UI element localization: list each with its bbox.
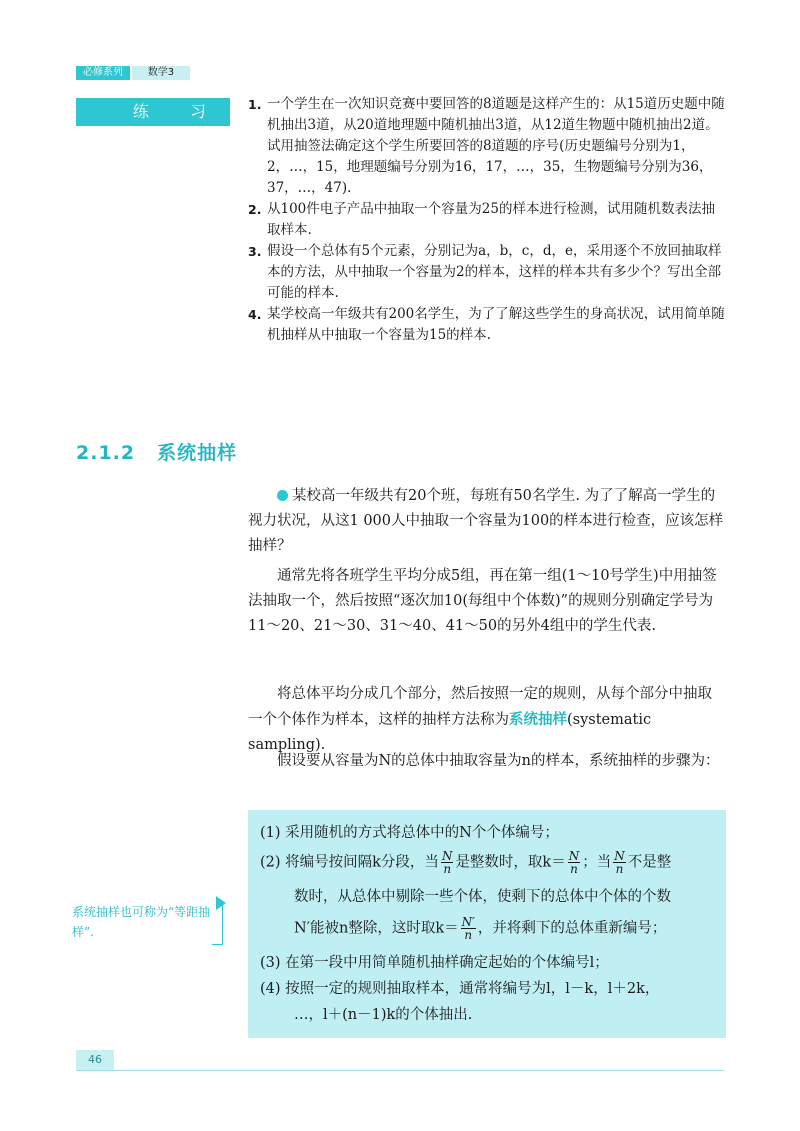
fraction-denominator: n: [464, 928, 473, 942]
practice-heading: 练 习: [76, 98, 230, 126]
fraction-numerator: N: [441, 849, 453, 863]
definition-before: 将总体平均分成几个部分，然后按照一定的规则，从每个部分中抽取一个个体作为样本，这样的抽样方法称为: [248, 686, 712, 728]
exercise-list: [248, 94, 726, 346]
fraction-denominator: n: [615, 862, 624, 876]
fraction-denominator: n: [570, 862, 578, 876]
exercise-number: 3.: [248, 244, 262, 259]
fraction-nprime-over-n: [461, 916, 476, 941]
assumption-text: 假设要从容量为N的总体中抽取容量为n的样本，系统抽样的步骤为：: [277, 753, 720, 769]
section-title: [76, 438, 237, 465]
exercise-number: 4.: [248, 307, 262, 322]
steps-box: [248, 810, 726, 1038]
definition-term: 系统抽样: [509, 711, 567, 728]
fraction-n-over-n: [441, 850, 454, 875]
exercise-item: [248, 199, 726, 241]
definition-paragraph: [248, 682, 726, 758]
exercise-number: 2.: [248, 202, 262, 217]
section-number: 2.1.2: [76, 442, 136, 464]
exercise-text: 某学校高一年级共有200名学生，为了了解这些学生的身高状况，试用简单随机抽样从中抽取一个容量为15的样本.: [267, 306, 725, 343]
fraction-n-over-n: [568, 850, 581, 875]
exercise-item: [248, 94, 726, 199]
step-1: (1) 采用随机的方式将总体中的N个个体编号；: [260, 825, 559, 841]
fraction-n-over-n: [613, 850, 626, 875]
note-bracket: [212, 904, 223, 945]
step-2-text-d: 不是整: [627, 854, 672, 871]
fraction-denominator: n: [443, 862, 452, 876]
step-2-text-f: N′能被n整除，这时取k＝: [294, 920, 459, 937]
assumption-paragraph: [248, 749, 726, 774]
answer-text: 通常先将各班学生平均分成5组，再在第一组(1～10号学生)中用抽签法抽取一个，然后按照“逐次加10(每组中个体数)”的规则分别确定学号为11～20、21～30、31～40、41～50的另外4组中的学生代表.: [248, 568, 717, 634]
step-2-text-a: (2) 将编号按间隔k分段，当: [260, 854, 439, 871]
footer-divider: [76, 1070, 724, 1071]
step-4-line-1: (4) 按照一定的规则抽取样本，通常将编号为l，l－k，l＋2k，: [260, 981, 660, 997]
bullet-dot-icon: [277, 490, 288, 501]
step-2-text-b: 是整数时，取k＝: [455, 854, 566, 871]
exercise-text: 假设一个总体有5个元素，分别记为a，b，c，d，e，采用逐个不放回抽取样本的方法，从中抽取一个容量为2的样本，这样的样本共有多少个？写出全部可能的样本.: [267, 243, 722, 301]
exercise-item: [248, 241, 726, 304]
question-paragraph: [248, 484, 726, 559]
definition-after: (systematic sampling).: [248, 712, 652, 753]
series-label: 必修系列: [76, 66, 130, 80]
fraction-numerator: N′: [461, 915, 475, 929]
step-2-line-1: [260, 850, 718, 875]
step-2-line-2: 数时，从总体中剔除一些个体，使剩下的总体中个体的个数: [294, 889, 671, 905]
question-text: 某校高一年级共有20个班，每班有50名学生. 为了了解高一学生的视力状况，从这1 000人中抽取一个容量为100的样本进行检查，应该怎样抽样？: [248, 488, 724, 554]
answer-paragraph: [248, 564, 726, 639]
exercise-text: 从100件电子产品中抽取一个容量为25的样本进行检测，试用随机数表法抽取样本.: [267, 201, 715, 238]
exercise-text: 一个学生在一次知识竞赛中要回答的8道题是这样产生的：从15道历史题中随机抽出3道，从20道地理题中随机抽出3道，从12道生物题中随机抽出2道。试用抽签法确定这个学生所要回答的8道题的序号(历史题编号分别为1，2，…，15，地理题编号分别为16，17，…，35，生物题编号分别为36，37，…，47).: [267, 96, 725, 196]
page-number: 46: [76, 1050, 114, 1070]
step-4-line-2: …，l＋(n－1)k的个体抽出.: [294, 1007, 473, 1023]
step-2-line-3: [294, 916, 718, 941]
subject-label: 数学3: [132, 66, 190, 80]
margin-note: 系统抽样也可称为“等距抽样”.: [72, 905, 211, 939]
step-2-text-g: ，并将剩下的总体重新编号；: [477, 920, 667, 937]
step-2-text-c: ；当: [582, 854, 612, 871]
step-3: (3) 在第一段中用简单随机抽样确定起始的个体编号l；: [260, 955, 609, 971]
fraction-numerator: N: [568, 849, 580, 863]
exercise-item: [248, 304, 726, 346]
exercise-number: 1.: [248, 97, 262, 112]
section-name: 系统抽样: [157, 442, 238, 464]
note-arrow-icon: [216, 896, 226, 910]
fraction-numerator: N: [614, 849, 625, 863]
